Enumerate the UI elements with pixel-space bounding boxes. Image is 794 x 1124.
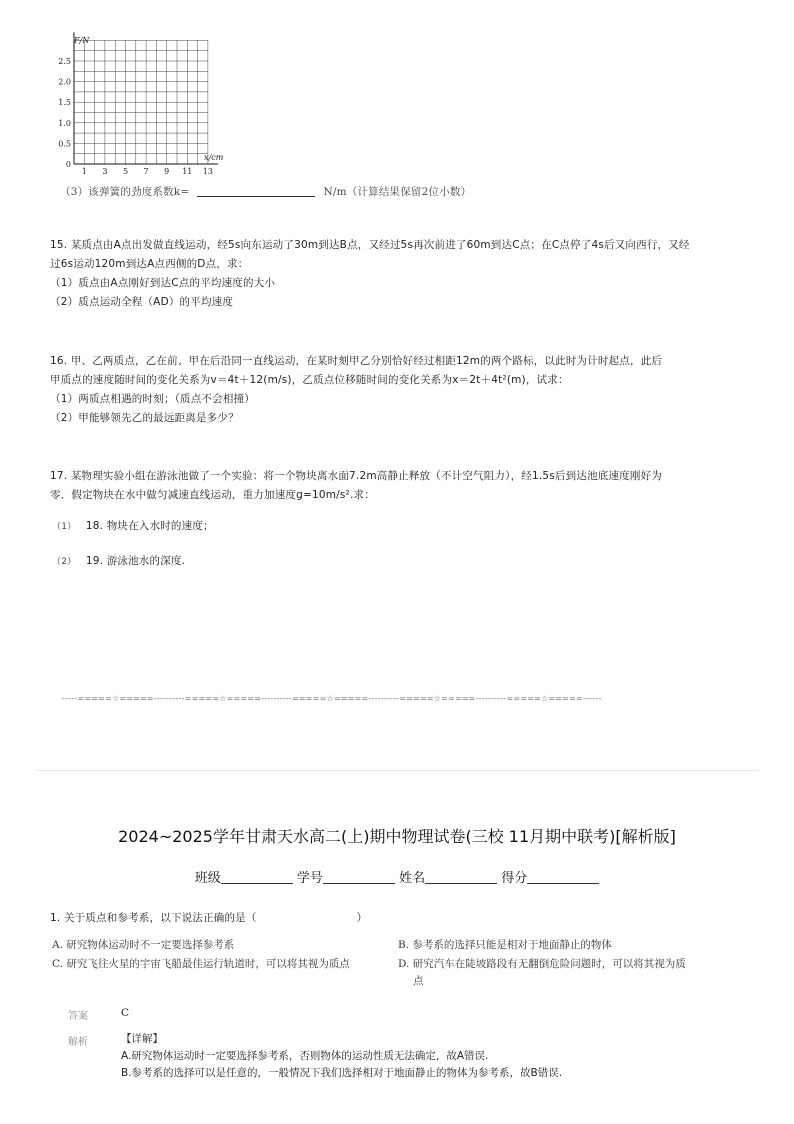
q1-option-b: B. 参考系的选择只能是相对于地面静止的物体 xyxy=(398,939,612,951)
question-17 xyxy=(50,467,750,505)
student-info-row xyxy=(0,867,794,886)
x-tick-label: 7 xyxy=(143,167,149,176)
q15-sub2: （2）质点运动全程（AD）的平均速度 xyxy=(50,296,234,308)
y-tick-label: 1.5 xyxy=(58,98,71,108)
q1-option-c: C. 研究飞往火星的宇宙飞船最佳运行轨道时，可以将其视为质点 xyxy=(52,958,350,970)
q17-line2: 零．假定物块在水中做匀减速直线运动，重力加速度g=10m/s².求： xyxy=(50,489,375,501)
question-16 xyxy=(50,352,750,428)
q15-line2: 过6s运动120m到达A点西侧的D点，求： xyxy=(50,258,249,270)
y-tick-label: 2.5 xyxy=(58,57,71,66)
q1-stem-row xyxy=(50,909,367,928)
name-label: 姓名 xyxy=(399,871,426,886)
q17-sub2-row xyxy=(52,552,185,572)
q15-line1: 15. 某质点由A点出发做直线运动，经5s向东运动了30m到达B点，又经过5s再次前进了60m到达C点；在C点停了4s后又向西行，又经 xyxy=(50,239,690,251)
score-field[interactable] xyxy=(527,870,599,884)
q17-sub1-num: （1） xyxy=(52,522,77,532)
q1-stem-close: ） xyxy=(356,912,368,924)
spring-constant-blank[interactable] xyxy=(197,185,315,197)
y-tick-label: 0 xyxy=(65,160,71,169)
score-label: 得分 xyxy=(501,871,528,886)
q16-sub2: （2）甲能够领先乙的最远距离是多少？ xyxy=(50,412,239,424)
grid-svg xyxy=(40,30,240,180)
q1-stem: 1. 关于质点和参考系，以下说法正确的是（ xyxy=(50,912,257,924)
q17-sub1: 18. 物块在入水时的速度； xyxy=(85,520,214,532)
x-axis-label: x/cm xyxy=(204,153,224,162)
q16-line1: 16. 甲、乙两质点，乙在前、甲在后沿同一直线运动，在某时刻甲乙分别恰好经过相距12m的两个路标，以此时为计时起点，此后 xyxy=(50,355,663,367)
y-tick-label: 0.5 xyxy=(58,139,71,149)
q14-part3-prefix: （3）该弹簧的劲度系数k= xyxy=(60,186,190,198)
answer-value: C xyxy=(121,1007,130,1019)
name-field[interactable] xyxy=(425,870,497,884)
q1-option-d: D. 研究汽车在陡坡路段有无翻倒危险问题时，可以将其视为质 xyxy=(398,958,686,970)
section-divider: -----=====☆=====----------=====☆=====----------=====☆=====----------=====☆=====----------=====☆=====------ xyxy=(62,694,602,703)
detail-a: A.研究物体运动时一定要选择参考系，否则物体的运动性质无法确定，故A错误. xyxy=(121,1050,489,1062)
detail-b: B.参考系的选择可以是任意的，一般情况下我们选择相对于地面静止的物体为参考系，故B错误. xyxy=(121,1067,563,1079)
x-tick-label: 11 xyxy=(182,167,193,176)
detail-heading: 【详解】 xyxy=(121,1033,163,1045)
page-break-line xyxy=(36,770,758,771)
y-tick-label: 1.0 xyxy=(58,118,71,128)
class-field[interactable] xyxy=(221,870,293,884)
question-15 xyxy=(50,236,750,312)
q17-line1: 17. 某物理实验小组在游泳池做了一个实验：将一个物块离水面7.2m高静止释放（不计空气阻力），经1.5s后到达池底速度刚好为 xyxy=(50,470,662,482)
y-axis-label: F/N xyxy=(74,36,90,45)
q14-part3-suffix: N/m（计算结果保留2位小数） xyxy=(323,186,472,198)
y-tick-label: 2.0 xyxy=(58,77,71,87)
analysis-body xyxy=(121,1031,761,1082)
student-id-field[interactable] xyxy=(323,870,395,884)
class-label: 班级 xyxy=(194,871,221,886)
x-tick-label: 1 xyxy=(81,167,87,176)
student-id-label: 学号 xyxy=(296,871,323,886)
q1-option-d-cont: 点 xyxy=(413,975,424,987)
answer-label: 答案 xyxy=(68,1011,88,1022)
q16-sub1: （1）两质点相遇的时刻；（质点不会相撞） xyxy=(50,393,255,405)
exam-title: 2024~2025学年甘肃天水高二(上)期中物理试卷(三校 11月期中联考)[解析版] xyxy=(118,827,676,846)
q17-sub2-num: （2） xyxy=(52,557,77,567)
force-extension-grid xyxy=(40,30,240,180)
x-tick-label: 5 xyxy=(122,167,129,176)
q1-option-a: A. 研究物体运动时不一定要选择参考系 xyxy=(52,939,235,951)
q16-line2: 甲质点的速度随时间的变化关系为v＝4t＋12(m/s)，乙质点位移随时间的变化关系为x＝2t＋4t²(m)，试求： xyxy=(50,374,569,386)
analysis-label: 解析 xyxy=(68,1037,88,1048)
q14-part3 xyxy=(60,183,471,202)
q17-sub1-row xyxy=(52,517,214,537)
x-tick-label: 13 xyxy=(202,167,213,176)
x-tick-label: 9 xyxy=(164,167,170,176)
q17-sub2: 19. 游泳池水的深度. xyxy=(85,555,186,567)
q15-sub1: （1）质点由A点刚好到达C点的平均速度的大小 xyxy=(50,277,276,289)
x-tick-label: 3 xyxy=(102,167,108,176)
